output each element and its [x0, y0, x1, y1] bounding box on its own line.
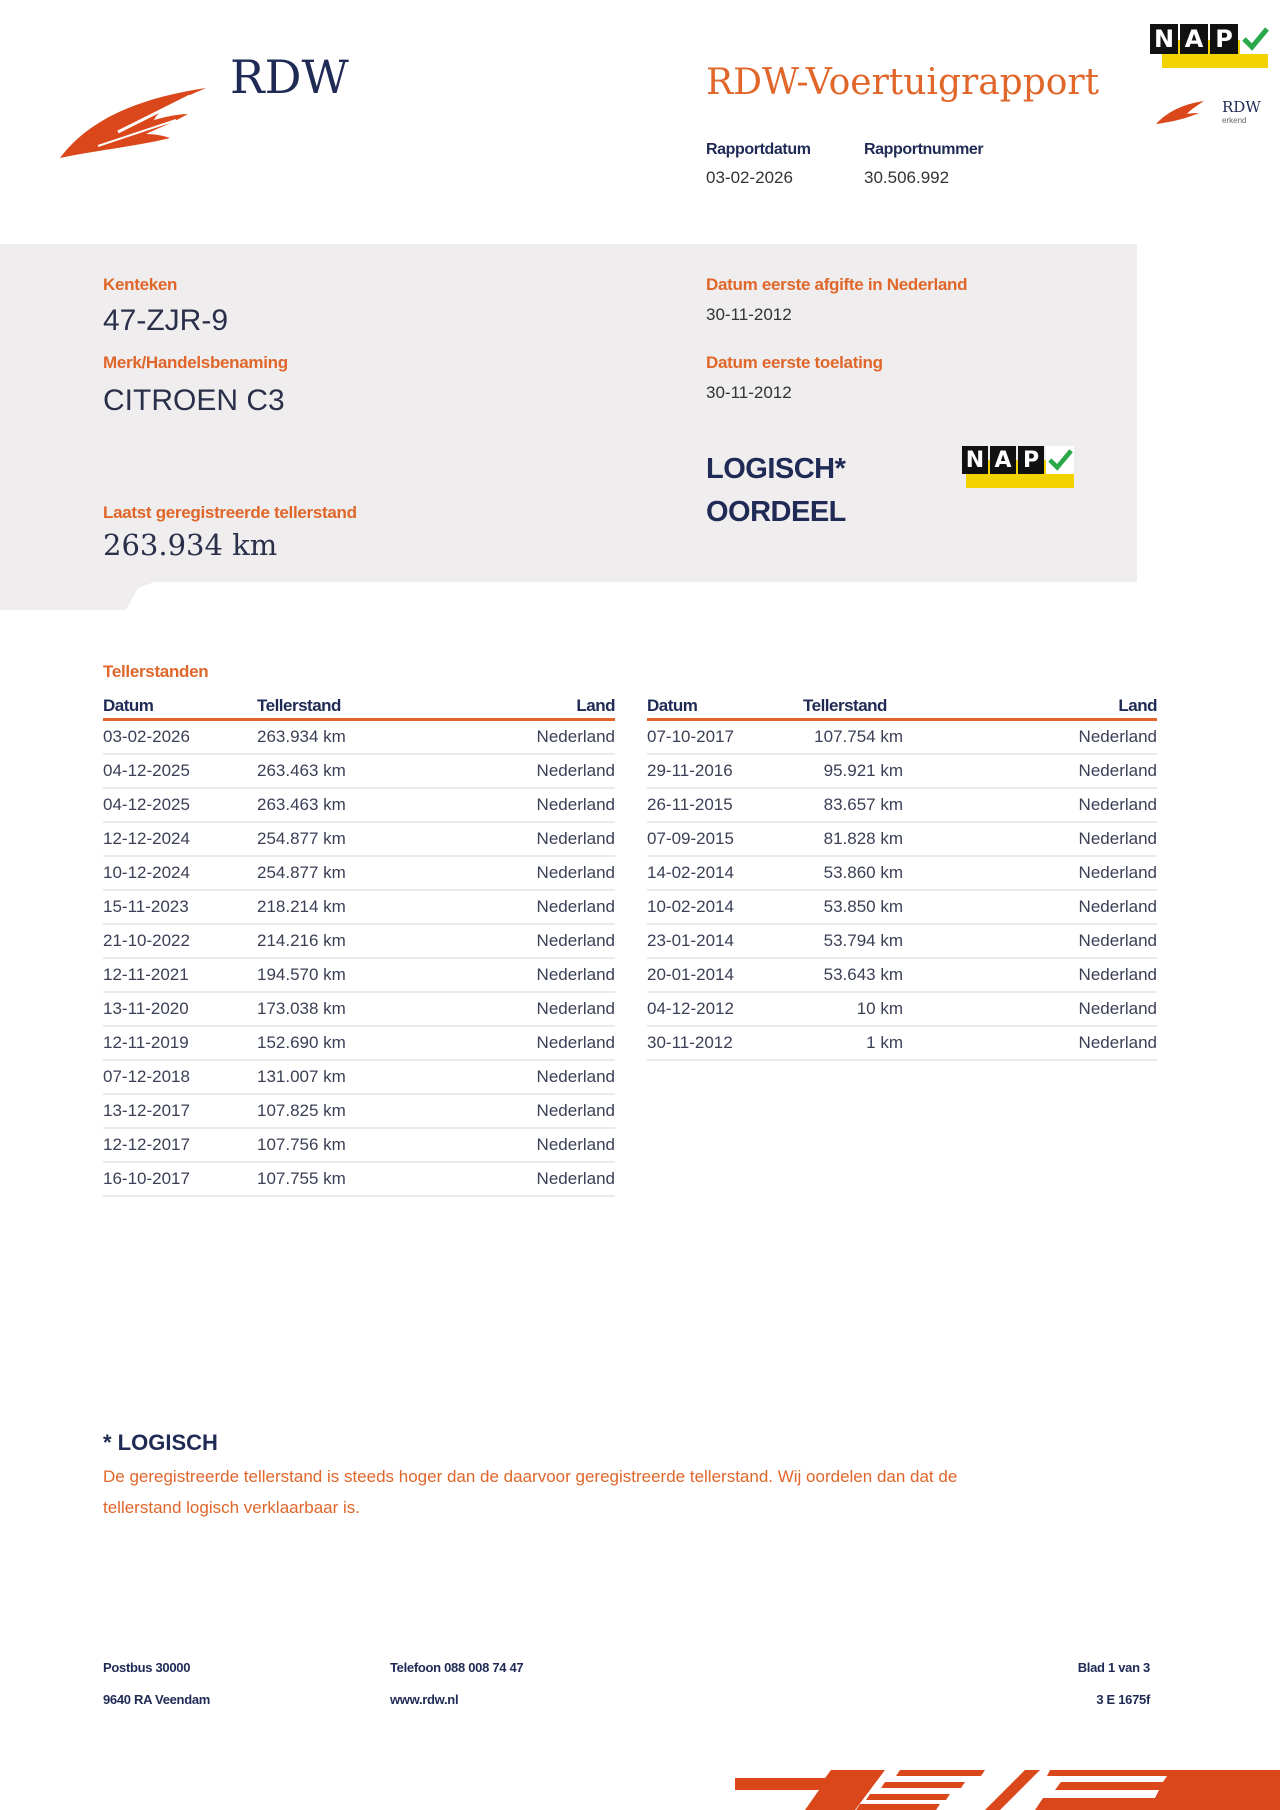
reading-km: 218.214 km — [257, 890, 447, 924]
first-admission-date: 30-11-2012 — [706, 383, 792, 402]
table-row — [647, 754, 1157, 788]
reading-km: 107.755 km — [257, 1162, 447, 1196]
verdict-line-2: OORDEEL — [706, 496, 846, 528]
reading-km: 107.756 km — [257, 1128, 447, 1162]
nap-letter: N — [962, 446, 988, 474]
reading-country: Nederland — [903, 822, 1157, 856]
report-title: RDW-Voertuigrapport — [706, 62, 1100, 103]
footer-stripes-icon — [735, 1760, 1280, 1810]
reading-km: 53.850 km — [803, 890, 903, 924]
report-date-label: Rapportdatum — [706, 141, 811, 158]
table-row — [103, 1060, 615, 1094]
footer-website[interactable]: www.rdw.nl — [390, 1692, 459, 1707]
reading-country: Nederland — [447, 1094, 615, 1128]
reading-country: Nederland — [903, 720, 1157, 755]
rdw-logo-text: RDW — [230, 50, 349, 104]
reading-country: Nederland — [447, 720, 615, 755]
report-date: 03-02-2026 — [706, 168, 793, 187]
nap-logo-icon — [1150, 24, 1270, 54]
rdw-logo-icon — [58, 80, 208, 162]
reading-country: Nederland — [903, 754, 1157, 788]
reading-country: Nederland — [903, 1026, 1157, 1060]
reading-km: 53.643 km — [803, 958, 903, 992]
table-header-row — [647, 686, 1157, 720]
reading-date: 07-12-2018 — [103, 1060, 257, 1094]
reading-km: 263.463 km — [257, 788, 447, 822]
reading-date: 04-12-2025 — [103, 754, 257, 788]
reading-km: 263.463 km — [257, 754, 447, 788]
reading-country: Nederland — [447, 1128, 615, 1162]
readings-table-left — [103, 686, 615, 1197]
table-row — [647, 720, 1157, 755]
table-row — [103, 720, 615, 755]
table-header-row — [103, 686, 615, 720]
nap-letter: A — [1180, 24, 1208, 54]
reading-date: 10-12-2024 — [103, 856, 257, 890]
reading-date: 07-10-2017 — [647, 720, 803, 755]
col-header-km: Tellerstand — [257, 686, 447, 720]
reading-country: Nederland — [447, 856, 615, 890]
table-row — [647, 890, 1157, 924]
nap-letter: P — [1018, 446, 1044, 474]
note-text-line-2: tellerstand logisch verklaarbaar is. — [103, 1498, 361, 1517]
report-number-label: Rapportnummer — [864, 141, 984, 158]
reading-date: 13-11-2020 — [103, 992, 257, 1026]
brand-value: CITROEN C3 — [103, 384, 285, 417]
reading-km: 254.877 km — [257, 856, 447, 890]
table-row — [103, 992, 615, 1026]
reading-date: 15-11-2023 — [103, 890, 257, 924]
table-row — [647, 924, 1157, 958]
reading-country: Nederland — [447, 1162, 615, 1196]
col-header-date: Datum — [647, 686, 803, 720]
table-row — [103, 890, 615, 924]
table-row — [103, 958, 615, 992]
odometer-value: 263.934 km — [103, 528, 278, 562]
nap-verdict-logo-icon — [962, 446, 1074, 474]
reading-country: Nederland — [903, 856, 1157, 890]
first-nl-label: Datum eerste afgifte in Nederland — [706, 275, 968, 294]
reading-km: 81.828 km — [803, 822, 903, 856]
reading-country: Nederland — [447, 822, 615, 856]
license-plate: 47-ZJR-9 — [103, 304, 229, 337]
table-row — [103, 1128, 615, 1162]
table-row — [103, 788, 615, 822]
reading-date: 04-12-2012 — [647, 992, 803, 1026]
footer-address-1: Postbus 30000 — [103, 1660, 191, 1675]
reading-country: Nederland — [447, 1026, 615, 1060]
reading-country: Nederland — [903, 890, 1157, 924]
reading-date: 07-09-2015 — [647, 822, 803, 856]
first-admission-label: Datum eerste toelating — [706, 353, 883, 372]
reading-country: Nederland — [903, 924, 1157, 958]
table-row — [103, 1026, 615, 1060]
reading-km: 95.921 km — [803, 754, 903, 788]
plate-label: Kenteken — [103, 275, 178, 294]
table-row — [647, 992, 1157, 1026]
summary-panel-tab — [0, 580, 160, 610]
col-header-land: Land — [903, 686, 1157, 720]
footer-page-number: Blad 1 van 3 — [1077, 1660, 1150, 1675]
reading-km: 1 km — [803, 1026, 903, 1060]
reading-date: 23-01-2014 — [647, 924, 803, 958]
reading-date: 21-10-2022 — [103, 924, 257, 958]
report-number: 30.506.992 — [864, 168, 950, 187]
reading-km: 254.877 km — [257, 822, 447, 856]
note-title: * LOGISCH — [103, 1430, 218, 1455]
rdw-erkend-subtext: erkend — [1222, 116, 1247, 125]
table-row — [647, 958, 1157, 992]
reading-date: 29-11-2016 — [647, 754, 803, 788]
table-row — [103, 754, 615, 788]
reading-km: 214.216 km — [257, 924, 447, 958]
footer-phone: Telefoon 088 008 74 47 — [390, 1660, 524, 1675]
brand-label: Merk/Handelsbenaming — [103, 353, 288, 372]
verdict-line-1: LOGISCH* — [706, 453, 846, 485]
col-header-date: Datum — [103, 686, 257, 720]
table-row — [103, 856, 615, 890]
reading-date: 12-11-2019 — [103, 1026, 257, 1060]
reading-km: 107.825 km — [257, 1094, 447, 1128]
table-row — [647, 1026, 1157, 1060]
table-row — [103, 822, 615, 856]
reading-date: 14-02-2014 — [647, 856, 803, 890]
reading-date: 04-12-2025 — [103, 788, 257, 822]
reading-km: 10 km — [803, 992, 903, 1026]
reading-date: 12-12-2017 — [103, 1128, 257, 1162]
rdw-erkend-logo-icon — [1155, 98, 1205, 126]
reading-km: 53.860 km — [803, 856, 903, 890]
reading-km: 53.794 km — [803, 924, 903, 958]
readings-title: Tellerstanden — [103, 662, 209, 681]
col-header-km: Tellerstand — [803, 686, 903, 720]
reading-km: 152.690 km — [257, 1026, 447, 1060]
reading-date: 16-10-2017 — [103, 1162, 257, 1196]
reading-country: Nederland — [447, 788, 615, 822]
reading-km: 263.934 km — [257, 720, 447, 755]
reading-country: Nederland — [447, 1060, 615, 1094]
reading-country: Nederland — [447, 754, 615, 788]
reading-km: 131.007 km — [257, 1060, 447, 1094]
nap-letter: N — [1150, 24, 1178, 54]
nap-letter: A — [990, 446, 1016, 474]
readings-table-right — [647, 686, 1157, 1061]
reading-date: 03-02-2026 — [103, 720, 257, 755]
table-row — [103, 924, 615, 958]
reading-km: 194.570 km — [257, 958, 447, 992]
table-row — [103, 1162, 615, 1196]
footer-code: 3 E 1675f — [1096, 1692, 1150, 1707]
table-row — [647, 822, 1157, 856]
reading-km: 173.038 km — [257, 992, 447, 1026]
reading-date: 12-12-2024 — [103, 822, 257, 856]
reading-km: 107.754 km — [803, 720, 903, 755]
first-nl-date: 30-11-2012 — [706, 305, 792, 324]
reading-country: Nederland — [447, 992, 615, 1026]
odometer-label: Laatst geregistreerde tellerstand — [103, 503, 357, 522]
col-header-land: Land — [447, 686, 615, 720]
reading-date: 30-11-2012 — [647, 1026, 803, 1060]
reading-country: Nederland — [903, 788, 1157, 822]
check-icon — [1046, 446, 1074, 474]
reading-date: 12-11-2021 — [103, 958, 257, 992]
nap-letter: P — [1210, 24, 1238, 54]
reading-date: 20-01-2014 — [647, 958, 803, 992]
reading-date: 10-02-2014 — [647, 890, 803, 924]
reading-country: Nederland — [903, 958, 1157, 992]
table-row — [647, 856, 1157, 890]
rdw-erkend-text: RDW — [1222, 98, 1261, 116]
reading-date: 26-11-2015 — [647, 788, 803, 822]
note-text-line-1: De geregistreerde tellerstand is steeds hoger dan de daarvoor geregistreerde tellerstand. Wij oordelen dan dat de — [103, 1467, 958, 1486]
table-row — [647, 788, 1157, 822]
reading-date: 13-12-2017 — [103, 1094, 257, 1128]
reading-km: 83.657 km — [803, 788, 903, 822]
check-icon — [1240, 24, 1270, 54]
table-row — [103, 1094, 615, 1128]
reading-country: Nederland — [903, 992, 1157, 1026]
reading-country: Nederland — [447, 958, 615, 992]
reading-country: Nederland — [447, 890, 615, 924]
reading-country: Nederland — [447, 924, 615, 958]
footer-address-2: 9640 RA Veendam — [103, 1692, 211, 1707]
